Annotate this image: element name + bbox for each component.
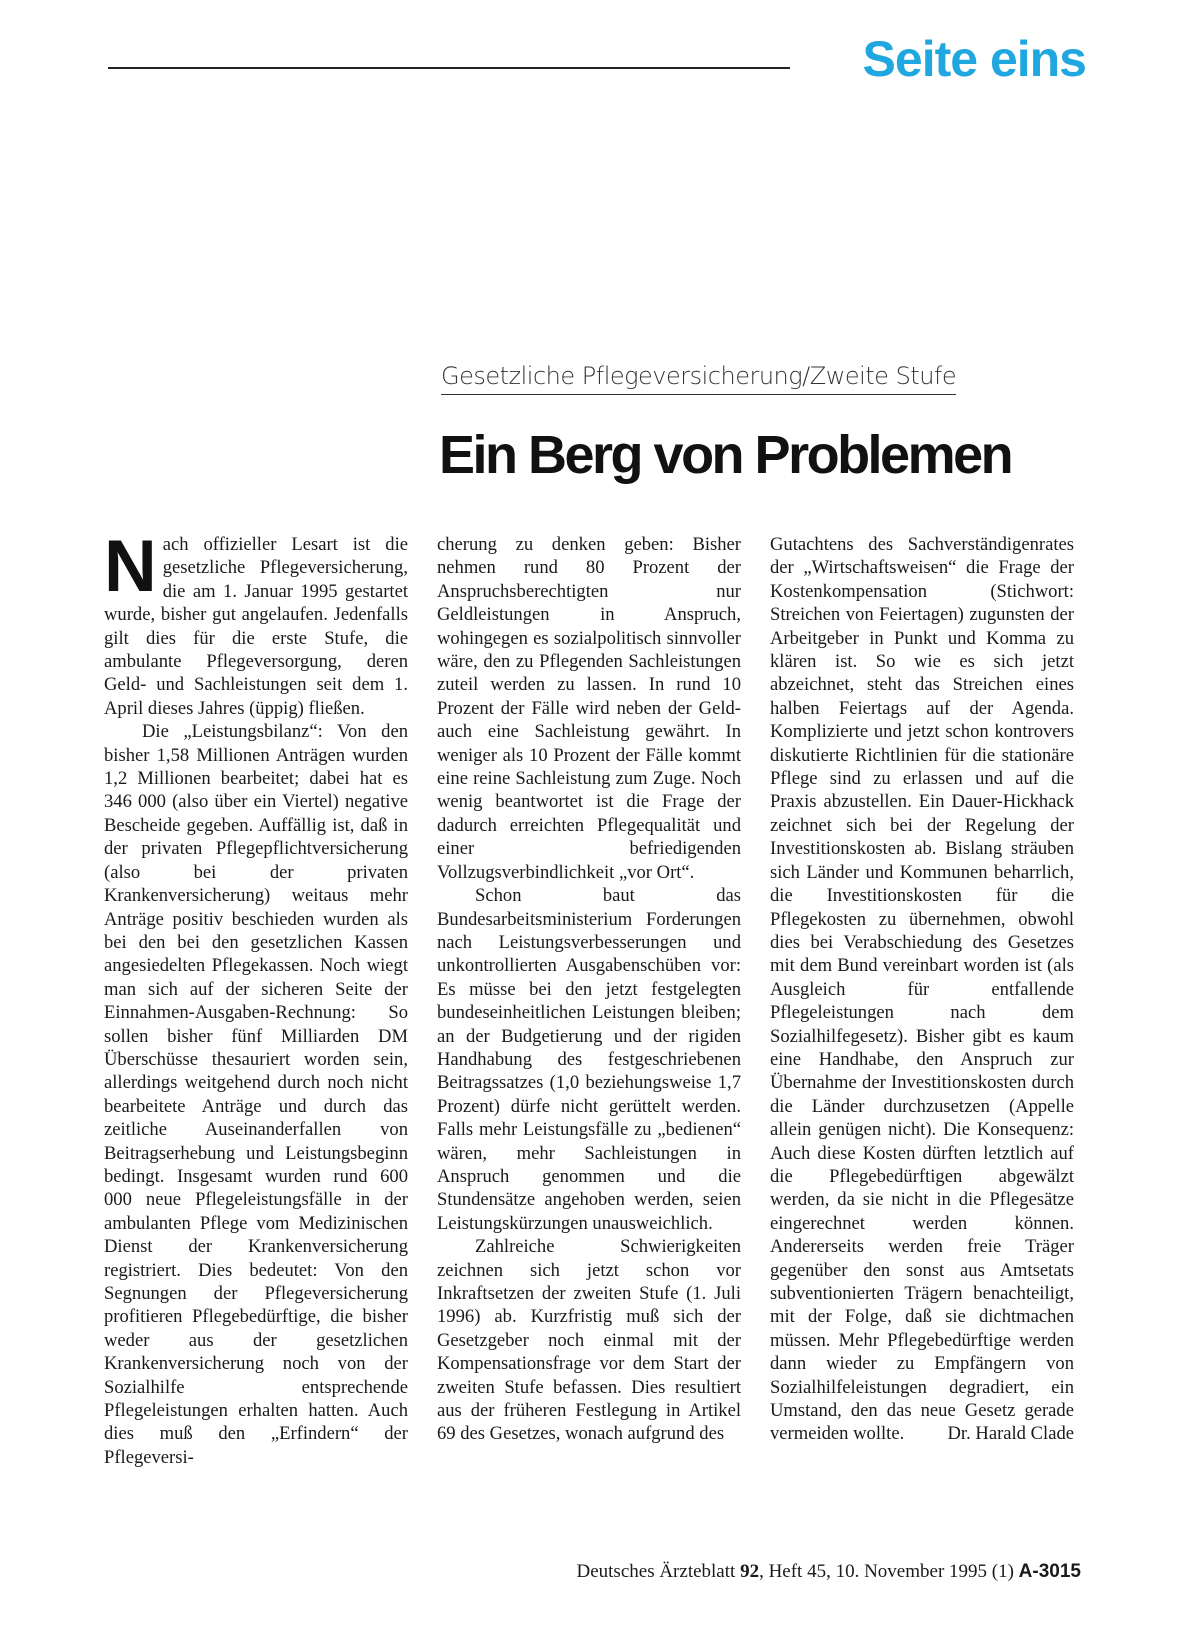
- article-headline: Ein Berg von Problemen: [439, 425, 1012, 485]
- header-rule: [108, 67, 790, 69]
- paragraph: ach offizieller Lesart ist die gesetzliche Pflegeversicherung, die am 1. Januar 1995 gestartet wurde, bisher gut angelaufen. Jedenfalls gilt dies für die erste Stufe, die ambulante Pflegeversorgung, deren Geld- und Sachleistungen seit dem 1. April dieses Jahres (üppig) fließen.: [104, 534, 408, 719]
- article-kicker: Gesetzliche Pflegeversicherung/Zweite Stufe: [441, 364, 956, 395]
- journal-name: Deutsches Ärzteblatt: [576, 1561, 736, 1582]
- paragraph: Schon baut das Bundesarbeitsministerium Forderungen nach Leistungsverbesserungen und unkontrollierten Ausgabenschüben vor: Es müsse bei den jetzt festgelegten bundeseinheitlichen Leistungen bleiben; an der Budgetierung und der rigiden Handhabung des festgeschriebenen Beitragssatzes (1,0 beziehungsweise 1,7 Prozent) dürfe nicht gerüttelt werden. Falls mehr Leistungsfälle zu „bedienen“ wären, mehr Sachleistungen in Anspruch genommen und die Stundensätze angehoben werden, seien Leistungskürzungen unausweichlich.: [437, 885, 741, 1234]
- journal-volume: 92: [740, 1561, 760, 1582]
- drop-cap: N: [104, 526, 157, 607]
- author-name: Dr. Harald Clade: [947, 1423, 1074, 1445]
- article-column-2: [437, 533, 741, 1446]
- article-column-3: [770, 533, 1074, 1446]
- paragraph: Die „Leistungsbilanz“: Von den bisher 1,58 Millionen Anträgen wurden 1,2 Millionen bearbeitet; dabei hat es 346 000 (also über ein Viertel) negative Bescheide gegeben. Auffällig ist, daß in der privaten Pflegepflichtversicherung (also bei der privaten Krankenversicherung) weitaus mehr Anträge positiv beschieden wurden als bei den bei den gesetzlichen Kassen angesiedelten Pflegekassen. Noch wiegt man sich auf der sicheren Seite der Einnahmen-Ausgaben-Rechnung: So sollen bisher fünf Milliarden DM Überschüsse thesauriert worden sein, allerdings weitgehend durch noch nicht bearbeitete Anträge und durch das zeitliche Auseinanderfallen von Beitragserhebung und Leistungsbeginn bedingt. Insgesamt wurden rund 600 000 neue Pflegeleistungsfälle in der ambulanten Pflege vom Medizinischen Dienst der Krankenversicherung registriert. Dies bedeutet: Von den Segnungen der Pflegeversicherung profitieren Pflegebedürftige, die bisher weder aus der gesetzlichen Krankenversicherung noch von der Sozialhilfe entsprechende Pflegeleistungen erhalten hatten. Auch dies muß den „Erfindern“ der Pflegeversi-: [104, 721, 408, 1468]
- issue-date: , Heft 45, 10. November 1995 (1): [759, 1561, 1014, 1582]
- paragraph: cherung zu denken geben: Bisher nehmen rund 80 Prozent der Anspruchsberechtigten nur Geldleistungen in Anspruch, wohingegen es sozialpolitisch sinnvoller wäre, den zu Pflegenden Sachleistungen zuteil werden zu lassen. In rund 10 Prozent der Fälle wird neben der Geld- auch eine Sachleistung gewährt. In weniger als 10 Prozent der Fälle kommt eine reine Sachleistung zum Zuge. Noch wenig beantwortet ist die Frage der dadurch erreichten Pflegequalität und einer befriedigenden Vollzugsverbindlichkeit „vor Ort“.: [437, 534, 741, 883]
- paragraph-text: Gutachtens des Sachverständigenrates der „Wirtschaftsweisen“ die Frage der Kostenkompensation (Stichwort: Streichen von Feiertagen) zugunsten der Arbeitgeber in Punkt und Komma zu klären ist. So wie es sich jetzt abzeichnet, steht das Streichen eines halben Feiertags auf der Agenda. Komplizierte und jetzt schon kontrovers diskutierte Richtlinien für die stationäre Pflege sind zu erlassen und auf die Praxis abzustellen. Ein Dauer-Hickhack zeichnet sich bei der Regelung der Investitionskosten ab. Bislang sträuben sich Länder und Kommunen beharrlich, die Investitionskosten für die Pflegekosten zu übernehmen, obwohl dies bei Verabschiedung des Gesetzes mit dem Bund vereinbart worden ist (als Ausgleich für entfallende Pflegeleistungen nach dem Sozialhilfegesetz). Bisher gibt es kaum eine Handhabe, den Anspruch zur Übernahme der Investitionskosten durch die Länder durchzusetzen (Appelle allein genügen nicht). Die Konsequenz: Auch diese Kosten dürften letztlich auf die Pflegebedürftigen abgewälzt werden, da sie nicht in die Pflegesätze eingerechnet werden können. Andererseits werden freie Träger gegenüber den sonst aus Amtsetats subventionierten Trägern benachteiligt, mit der Folge, daß sie dichtmachen müssen. Mehr Pflegebedürftige werden dann wieder zu Empfängern von Sozialhilfeleistungen degradiert, ein Umstand, den das neue Gesetz gerade vermeiden wollte.: [770, 534, 1074, 1445]
- article-column-1: [104, 526, 408, 1469]
- paragraph: [770, 533, 1074, 1446]
- page-number: A-3015: [1018, 1561, 1081, 1582]
- page-footer: [525, 1562, 1081, 1581]
- section-title: Seite eins: [862, 31, 1086, 87]
- paragraph: Zahlreiche Schwierigkeiten zeichnen sich jetzt schon vor Inkraftsetzen der zweiten Stufe (1. Juli 1996) ab. Kurzfristig muß sich der Gesetzgeber noch einmal mit der Kompensationsfrage vor dem Start der zweiten Stufe befassen. Dies resultiert aus der früheren Festlegung in Artikel 69 des Gesetzes, wonach aufgrund des: [437, 1236, 741, 1445]
